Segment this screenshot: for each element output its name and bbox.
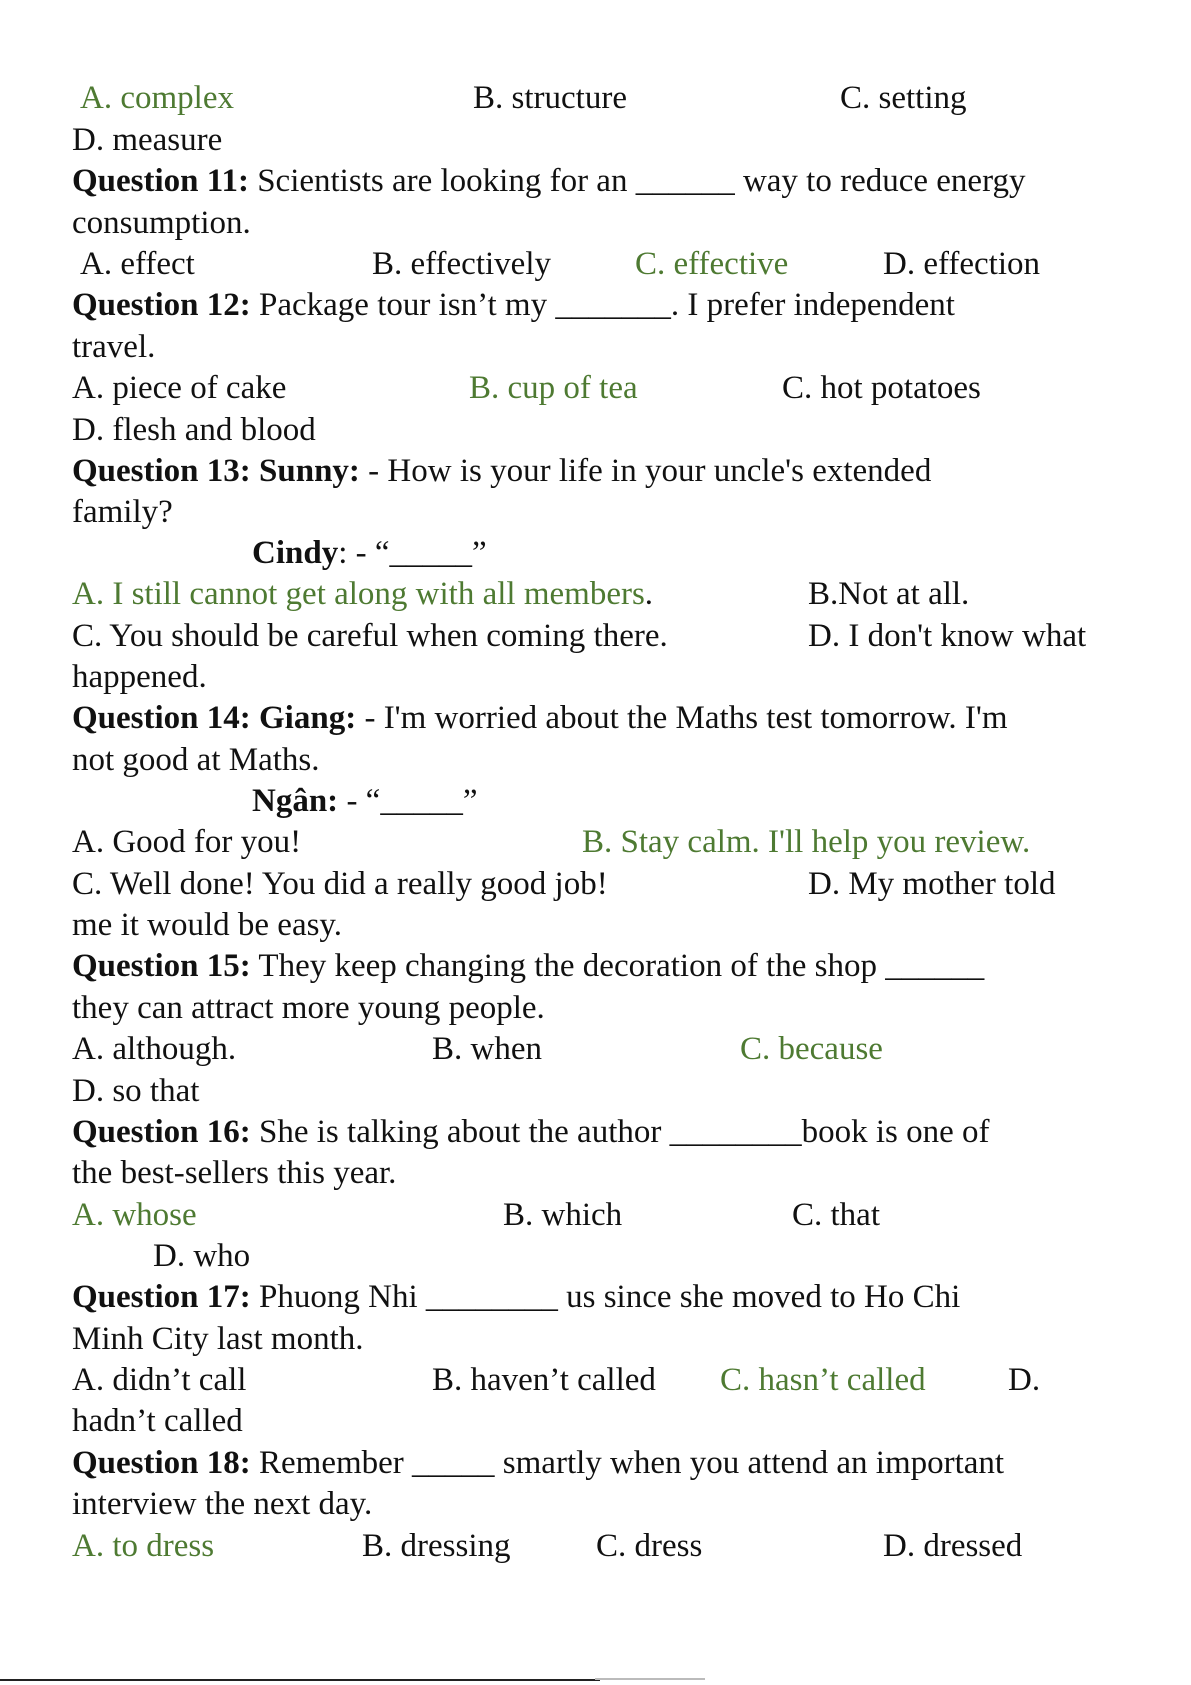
q17-option-b: B. haven’t called	[432, 1362, 656, 1398]
q15-text-1: They keep changing the decoration of the shop ______	[250, 948, 985, 984]
q15-label: Question 15:	[72, 948, 251, 984]
q14-speaker-1: Giang:	[250, 700, 357, 736]
q14-stem-line1	[72, 698, 1008, 738]
q14-option-d-2: me it would be easy.	[72, 907, 343, 943]
q14-option-b: B. Stay calm. I'll help you review.	[582, 824, 1031, 860]
q16-stem-line1	[72, 1112, 990, 1152]
q18-text-1: Remember _____ smartly when you attend an important	[250, 1445, 1005, 1481]
q12-text-2: travel.	[72, 329, 156, 365]
q14-text-2: not good at Maths.	[72, 742, 320, 778]
q14-speaker-2: Ngân:	[252, 783, 339, 819]
q13-text-1: - How is your life in your uncle's extended	[359, 453, 932, 489]
q13-option-a-line	[72, 574, 653, 614]
q13-option-a-end: .	[644, 576, 654, 612]
q12-label: Question 12:	[72, 287, 251, 323]
q13-stem-line1	[72, 451, 931, 491]
q11-option-d: D. effection	[883, 246, 1040, 282]
q16-option-d: D. who	[153, 1238, 251, 1274]
q12-stem-line1	[72, 285, 955, 325]
q11-stem-line1	[72, 161, 1025, 201]
q15-text-2: they can attract more young people.	[72, 990, 545, 1026]
q15-option-c: C. because	[740, 1031, 883, 1067]
q11-text-1: Scientists are looking for an ______ way to reduce energy	[248, 163, 1026, 199]
q18-text-2: interview the next day.	[72, 1486, 373, 1522]
q14-option-d-1: D. My mother told	[808, 866, 1056, 902]
q13-option-b: B.Not at all.	[808, 576, 970, 612]
q16-option-b: B. which	[503, 1197, 623, 1233]
q16-text-2: the best-sellers this year.	[72, 1155, 397, 1191]
q14-option-c: C. Well done! You did a really good job!	[72, 866, 608, 902]
q13-speaker-1: Sunny:	[250, 453, 360, 489]
q11-option-b: B. effectively	[372, 246, 551, 282]
q10-option-a: A. complex	[80, 80, 234, 116]
q18-option-d: D. dressed	[883, 1528, 1023, 1564]
q17-option-d-2: hadn’t called	[72, 1403, 243, 1439]
q12-text-1: Package tour isn’t my _______. I prefer independent	[250, 287, 955, 323]
footer-divider	[0, 1679, 600, 1681]
q16-option-c: C. that	[792, 1197, 880, 1233]
q14-text-1: - I'm worried about the Maths test tomorrow. I'm	[356, 700, 1008, 736]
q14-label: Question 14:	[72, 700, 251, 736]
q13-speaker-2: Cindy	[252, 535, 339, 571]
q12-option-a: A. piece of cake	[72, 370, 287, 406]
q15-option-d: D. so that	[72, 1073, 200, 1109]
q17-label: Question 17:	[72, 1279, 251, 1315]
q13-text-2: family?	[72, 494, 173, 530]
q18-label: Question 18:	[72, 1445, 251, 1481]
q18-stem-line1	[72, 1443, 1004, 1483]
q14-reply-line	[252, 781, 477, 821]
q13-reply-line	[252, 533, 487, 573]
q11-text-2: consumption.	[72, 205, 251, 241]
q11-option-a: A. effect	[80, 246, 195, 282]
q18-option-a: A. to dress	[72, 1528, 215, 1564]
q17-text-1: Phuong Nhi ________ us since she moved to Ho Chi	[250, 1279, 961, 1315]
q18-option-c: C. dress	[596, 1528, 703, 1564]
q13-label: Question 13:	[72, 453, 251, 489]
q16-text-1: She is talking about the author ________book is one of	[250, 1114, 990, 1150]
q10-option-c: C. setting	[840, 80, 967, 116]
q12-option-d: D. flesh and blood	[72, 412, 316, 448]
footer-divider-faint	[595, 1678, 705, 1680]
q15-option-a: A. although.	[72, 1031, 237, 1067]
q18-option-b: B. dressing	[362, 1528, 511, 1564]
q17-option-a: A. didn’t call	[72, 1362, 247, 1398]
q12-option-b: B. cup of tea	[469, 370, 638, 406]
q15-stem-line1	[72, 946, 984, 986]
q10-option-b: B. structure	[473, 80, 627, 116]
q17-option-c: C. hasn’t called	[720, 1362, 926, 1398]
q16-option-a: A. whose	[72, 1197, 197, 1233]
q14-option-a: A. Good for you!	[72, 824, 302, 860]
q10-option-d: D. measure	[72, 122, 223, 158]
q11-label: Question 11:	[72, 163, 249, 199]
q13-option-a: A. I still cannot get along with all members	[72, 576, 645, 612]
q17-option-d-1: D.	[1008, 1362, 1041, 1398]
q11-option-c: C. effective	[635, 246, 789, 282]
q17-stem-line1	[72, 1277, 960, 1317]
q17-text-2: Minh City last month.	[72, 1321, 364, 1357]
q14-reply: - “_____”	[338, 783, 478, 819]
q13-option-d-2: happened.	[72, 659, 207, 695]
q13-option-c: C. You should be careful when coming there.	[72, 618, 668, 654]
q12-option-c: C. hot potatoes	[782, 370, 981, 406]
q13-option-d-1: D. I don't know what	[808, 618, 1087, 654]
q13-reply: : - “_____”	[338, 535, 487, 571]
q15-option-b: B. when	[432, 1031, 542, 1067]
q16-label: Question 16:	[72, 1114, 251, 1150]
